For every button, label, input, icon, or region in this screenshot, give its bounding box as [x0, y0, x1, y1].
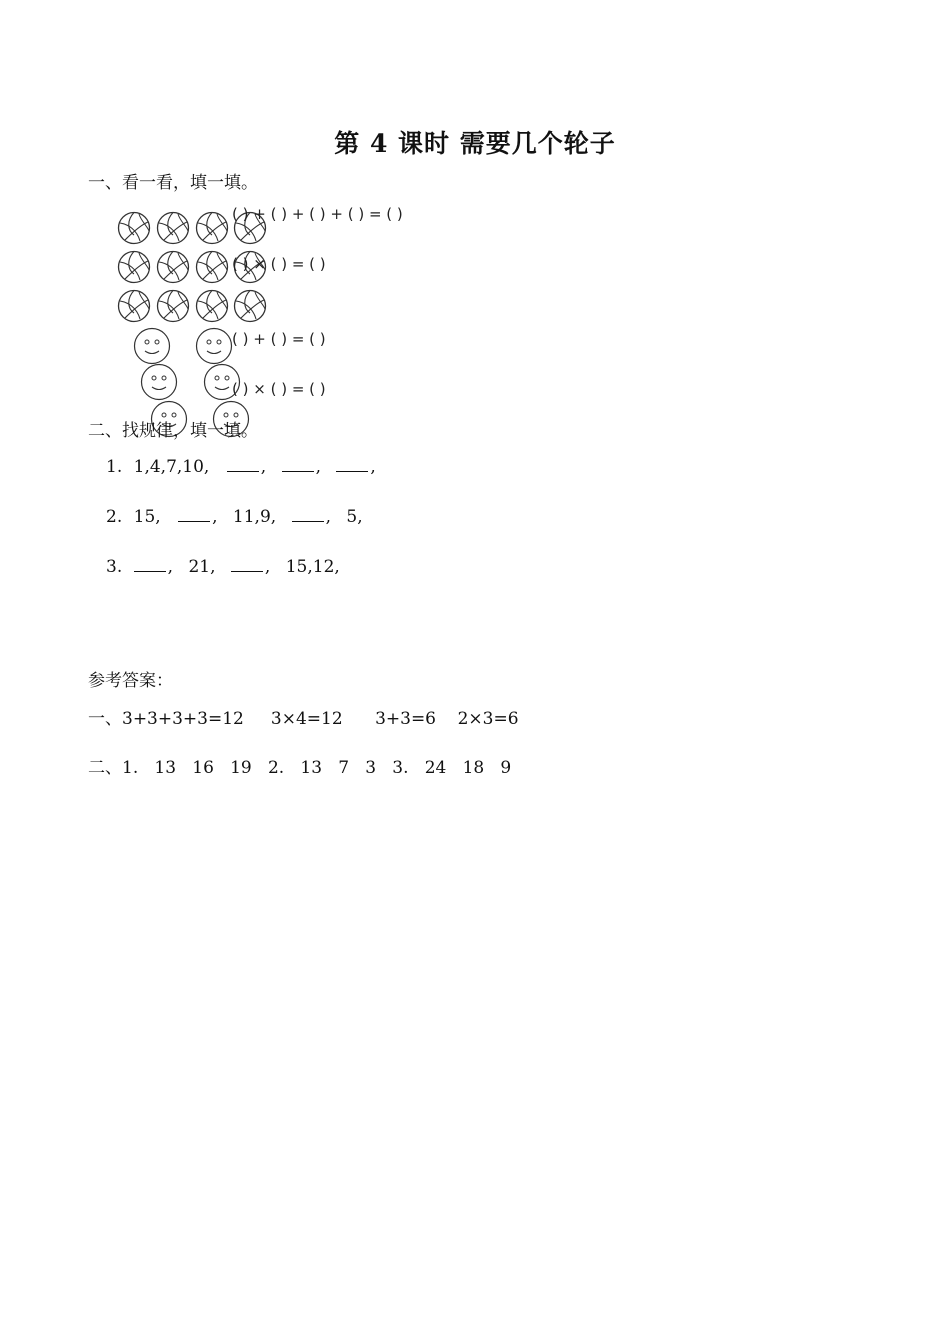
multiplication-equation-2: ( ) × ( ) = ( )	[232, 380, 326, 398]
volleyball-icon	[233, 289, 267, 323]
answer-blank[interactable]	[231, 555, 263, 572]
given-numbers: 5,	[346, 507, 363, 527]
answer-line-1: 一、3+3+3+3=12 3×4=12 3+3=6 2×3=6	[88, 709, 519, 729]
given-numbers: 1,4,7,10,	[133, 457, 210, 477]
multiplication-equation-1: ( ) × ( ) = ( )	[232, 255, 326, 273]
answer-blank[interactable]	[134, 555, 166, 572]
answer-blank[interactable]	[292, 505, 324, 522]
given-numbers: 11,9,	[232, 507, 277, 527]
volleyball-icon	[195, 250, 229, 284]
separator: ,	[212, 507, 218, 527]
volleyball-icon	[156, 211, 190, 245]
smiley-face-icon	[195, 327, 233, 365]
volleyball-icon	[117, 289, 151, 323]
question-number: 3.	[106, 557, 123, 577]
volleyball-icon	[117, 250, 151, 284]
answer-blank[interactable]	[178, 505, 210, 522]
question-number: 1.	[106, 457, 123, 477]
separator: ,	[167, 557, 174, 577]
answer-line-2: 二、1. 13 16 19 2. 13 7 3 3. 24 18 9	[88, 758, 512, 778]
given-numbers: 15,	[133, 507, 161, 527]
answer-blank[interactable]	[336, 455, 368, 472]
given-numbers: 21,	[188, 557, 216, 577]
separator: ,	[370, 457, 376, 477]
separator: ,	[260, 457, 267, 477]
volleyball-icon	[156, 289, 190, 323]
addition-equation-2: ( ) + ( ) = ( )	[232, 330, 326, 348]
smiley-face-icon	[140, 363, 178, 401]
separator: ,	[325, 507, 331, 527]
question-number: 2.	[106, 507, 123, 527]
addition-equation-1: ( ) + ( ) + ( ) + ( ) = ( )	[232, 205, 403, 223]
section2-heading: 二、找规律，填一填。	[88, 421, 258, 441]
answer-blank[interactable]	[282, 455, 314, 472]
sequence-question-3	[106, 555, 340, 577]
answer-heading: 参考答案：	[88, 671, 173, 691]
answer-blank[interactable]	[227, 455, 259, 472]
given-numbers: 15,12,	[285, 557, 340, 577]
separator: ,	[264, 557, 271, 577]
volleyball-icon	[117, 211, 151, 245]
separator: ,	[315, 457, 321, 477]
page-title: 第 4 课时 需要几个轮子	[334, 129, 616, 158]
volleyball-icon	[156, 250, 190, 284]
smiley-face-icon	[133, 327, 171, 365]
section1-heading: 一、看一看，填一填。	[88, 173, 258, 193]
sequence-question-1	[106, 455, 376, 477]
volleyball-icon	[195, 211, 229, 245]
volleyball-icon	[195, 289, 229, 323]
sequence-question-2	[106, 505, 363, 527]
